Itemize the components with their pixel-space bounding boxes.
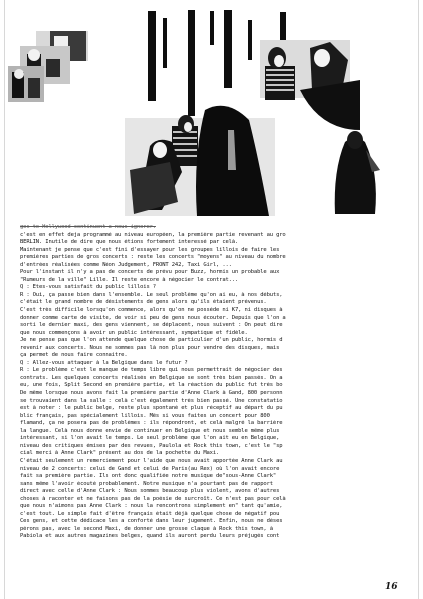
question-line: Q : Etes-vous satisfait du public lillois ? bbox=[20, 284, 156, 291]
text-line: Ces gens, et cette dédicace les a conforté dans leur jugement. Enfin, nous ne déses bbox=[20, 518, 283, 525]
answer-line: R : Oui, ça passe bien dans l'ensemble. Le seul problème qu'on ai eu, à nos débuts, bbox=[20, 291, 283, 298]
photo-collage bbox=[0, 0, 423, 222]
text-line: C'était seulement un remerciement pour l'aide que nous avait apportée Anne Clark au bbox=[20, 457, 283, 464]
text-line: premières parties de gros concerts : reste les concerts "moyens" au niveau du nombre bbox=[20, 254, 286, 261]
text-line: "Rumeurs de la ville" Lille. Il reste encore à négocier le contrat... bbox=[20, 276, 239, 283]
question-line: Q : Allez-vous attaquer à la Belgique dans le futur ? bbox=[20, 359, 188, 366]
text-line: Pour l'instant il n'y a pas de concerts de prévu pour Buzz, hormis un probable aux bbox=[20, 269, 280, 276]
text-line: eu, une fois, Split Second en première partie, et la réaction du public fut très bo bbox=[20, 382, 283, 389]
answer-line: R : Le problème c'est le manque de temps libre qui nous permettrait de négocier des bbox=[20, 367, 283, 374]
text-line: contrats. Les quelques concerts réalisés en Belgique se sont très bien passés. On a bbox=[20, 374, 283, 381]
text-line: donner comme carte de visite, de voir si peu de gens nous écouter. Depuis que l'on a bbox=[20, 314, 286, 321]
text-line: ges to Hollywood continuent a nous ignorer. bbox=[20, 224, 156, 230]
page-number: 16 bbox=[385, 582, 398, 592]
text-line: BERLIN. Inutile de dire que nous étions fortement interessé par celà. bbox=[20, 239, 239, 246]
text-line: cial merci à Anne Clark" présent au dos de la pochette du Maxi. bbox=[20, 450, 220, 457]
text-line: sans même l'avoir écouté probablement. Notre musique n'a pourtant pas de rapport bbox=[20, 480, 273, 487]
text-line: Pabiola et aux autres magazines belges, quand ils auront perdu leurs préjugés cont bbox=[20, 533, 280, 540]
article-body bbox=[20, 224, 416, 541]
text-line: choses à raconter et ne faisons pas de la poésie de surcroît. Ce n'est pas pour celà bbox=[20, 495, 286, 502]
text-line: flamand, ça ne posera pas de problèmes : ils répondront, et celà malgré la barrière bbox=[20, 420, 283, 427]
text-line: que nous commençons à avoir un public intéressant, sympatique et fidèle. bbox=[20, 329, 248, 336]
text-line: intéressant, si l'on avait le temps. Le seul problème que l'on ait eu en Belgique, bbox=[20, 435, 280, 442]
text-line: Je ne pense pas que l'on attende quelque chose de particulier d'un public, hormis d bbox=[20, 337, 283, 344]
small-photo-stack bbox=[8, 31, 88, 102]
text-line: niveau de 2 concerts: celui de Gand et celui de Paris(au Rex) où l'on avait encore bbox=[20, 465, 280, 472]
text-line: De même lorsque nous avons fait la première partie d'Anne Clark à Gand, 800 personn bbox=[20, 390, 283, 397]
text-line: c'était le grand nombre de désistements de gens alors qu'ils étaient prévenus. bbox=[20, 299, 267, 306]
band-photo-right bbox=[260, 40, 360, 130]
text-line: C'est très difficile lorsqu'on commence, alors qu'on ne posséde ni K7, ni disques à bbox=[20, 307, 283, 314]
text-line: c'est en effet deja programmé au niveau européen, la première partie revenant au gro bbox=[20, 231, 286, 238]
band-photo-center bbox=[125, 106, 275, 216]
text-line: sorti le dernier maxi, des gens viennent, se déplacent, nous suivent : On peut dire bbox=[20, 322, 283, 329]
text-line: Maintenant je pense que c'est fini d'essayer pour les groupes lillois de faire les bbox=[20, 246, 280, 253]
text-line: direct avec celle d'Anne Clark : Nous sommes beaucoup plus violent, avons d'autres bbox=[20, 488, 280, 495]
figure-cutout-right bbox=[335, 131, 380, 214]
text-line: blic français, pas spécialement lillois. Mês si vous faites un concert pour 800 bbox=[20, 412, 270, 419]
text-line: la langue. Celà nous donne envie de continuer en Belgique et nous semble même plus bbox=[20, 427, 280, 434]
text-line: que nous n'aimons pas Anne Clark : nous la rencontrons simplement en" tant qu'amie, bbox=[20, 503, 283, 510]
text-line: est à noter : le public belge, reste plus spontané et plus réceptif au départ du pu bbox=[20, 405, 283, 412]
text-line: niveau des critiques émises par des revues, Paulola et Rock this town, c'est le "sp bbox=[20, 442, 283, 449]
text-line: fait sa première partie. Ils ont donc qualifiée notre musique de"sous-Anne Clark" bbox=[20, 473, 277, 480]
text-line: ça permet de nous faire connaitre. bbox=[20, 352, 128, 359]
text-line: pérons pas, avec le second Maxi, de donner une grosse claque à Rock this town, à bbox=[20, 525, 273, 532]
text-line: se trouvaient dans la salle : celà c'est également très bien passé. Une constatatio bbox=[20, 397, 283, 404]
text-line: revenir aux concerts. Nous ne sommes pas là non plus pour vendre des disques, mais bbox=[20, 344, 280, 351]
text-line: d'entrées réalisées comme Néon Judgement, FRONT 242, Taxi Girl, ... bbox=[20, 261, 232, 268]
text-line: c'est tout. Le simple fait d'être français était déjà quelque chose de négatif pou bbox=[20, 510, 280, 517]
